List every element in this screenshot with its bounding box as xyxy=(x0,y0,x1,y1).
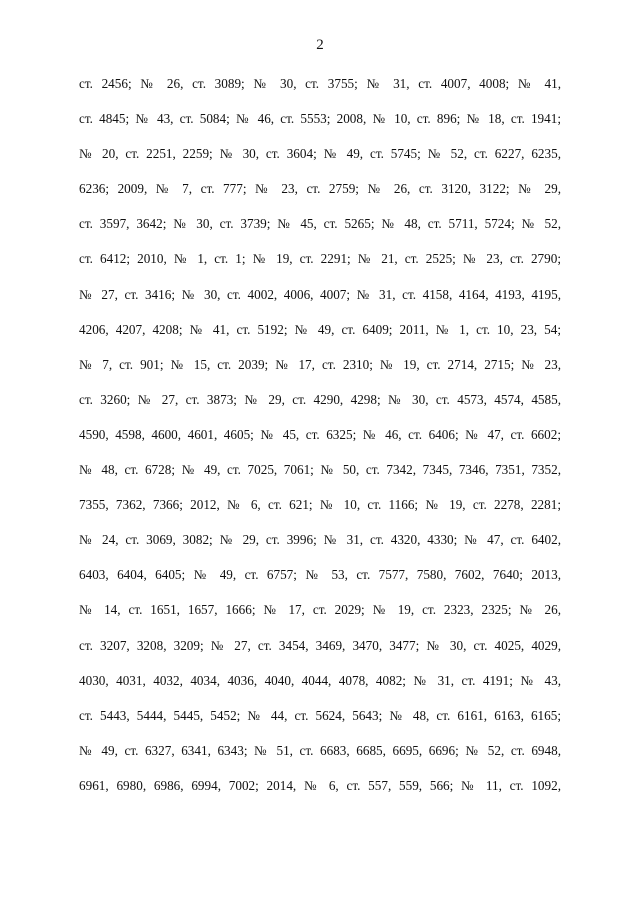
text-line: ст. 6412; 2010, № 1, ст. 1; № 19, ст. 2291; № 21, ст. 2525; № 23, ст. 2790; xyxy=(79,251,561,267)
text-line: 4590, 4598, 4600, 4601, 4605; № 45, ст. 6325; № 46, ст. 6406; № 47, ст. 6602; xyxy=(79,426,561,442)
text-line: № 27, ст. 3416; № 30, ст. 4002, 4006, 4007; № 31, ст. 4158, 4164, 4193, 4195, xyxy=(79,286,561,302)
text-line: № 48, ст. 6728; № 49, ст. 7025, 7061; № 50, ст. 7342, 7345, 7346, 7351, 7352, xyxy=(79,462,561,478)
text-line: № 20, ст. 2251, 2259; № 30, ст. 3604; № 49, ст. 5745; № 52, ст. 6227, 6235, xyxy=(79,146,561,162)
text-line: ст. 4845; № 43, ст. 5084; № 46, ст. 5553; 2008, № 10, ст. 896; № 18, ст. 1941; xyxy=(79,111,561,127)
text-line: 4030, 4031, 4032, 4034, 4036, 4040, 4044, 4078, 4082; № 31, ст. 4191; № 43, xyxy=(79,672,561,688)
text-line: № 7, ст. 901; № 15, ст. 2039; № 17, ст. 2310; № 19, ст. 2714, 2715; № 23, xyxy=(79,356,561,372)
document-body xyxy=(79,66,561,803)
text-line: ст. 3207, 3208, 3209; № 27, ст. 3454, 3469, 3470, 3477; № 30, ст. 4025, 4029, xyxy=(79,637,561,653)
text-line: ст. 5443, 5444, 5445, 5452; № 44, ст. 5624, 5643; № 48, ст. 6161, 6163, 6165; xyxy=(79,707,561,723)
text-line: ст. 3597, 3642; № 30, ст. 3739; № 45, ст. 5265; № 48, ст. 5711, 5724; № 52, xyxy=(79,216,561,232)
text-line: № 49, ст. 6327, 6341, 6343; № 51, ст. 6683, 6685, 6695, 6696; № 52, ст. 6948, xyxy=(79,742,561,758)
text-line: 4206, 4207, 4208; № 41, ст. 5192; № 49, ст. 6409; 2011, № 1, ст. 10, 23, 54; xyxy=(79,321,561,337)
page-number: 2 xyxy=(316,37,324,53)
text-line: 7355, 7362, 7366; 2012, № 6, ст. 621; № 10, ст. 1166; № 19, ст. 2278, 2281; xyxy=(79,497,561,513)
text-line: 6236; 2009, № 7, ст. 777; № 23, ст. 2759; № 26, ст. 3120, 3122; № 29, xyxy=(79,181,561,197)
text-line: 6403, 6404, 6405; № 49, ст. 6757; № 53, ст. 7577, 7580, 7602, 7640; 2013, xyxy=(79,567,561,583)
text-line: № 24, ст. 3069, 3082; № 29, ст. 3996; № 31, ст. 4320, 4330; № 47, ст. 6402, xyxy=(79,532,561,548)
text-line: 6961, 6980, 6986, 6994, 7002; 2014, № 6, ст. 557, 559, 566; № 11, ст. 1092, xyxy=(79,777,561,793)
text-line: ст. 2456; № 26, ст. 3089; № 30, ст. 3755; № 31, ст. 4007, 4008; № 41, xyxy=(79,76,561,91)
text-line: № 14, ст. 1651, 1657, 1666; № 17, ст. 2029; № 19, ст. 2323, 2325; № 26, xyxy=(79,602,561,618)
text-line: ст. 3260; № 27, ст. 3873; № 29, ст. 4290, 4298; № 30, ст. 4573, 4574, 4585, xyxy=(79,391,561,407)
